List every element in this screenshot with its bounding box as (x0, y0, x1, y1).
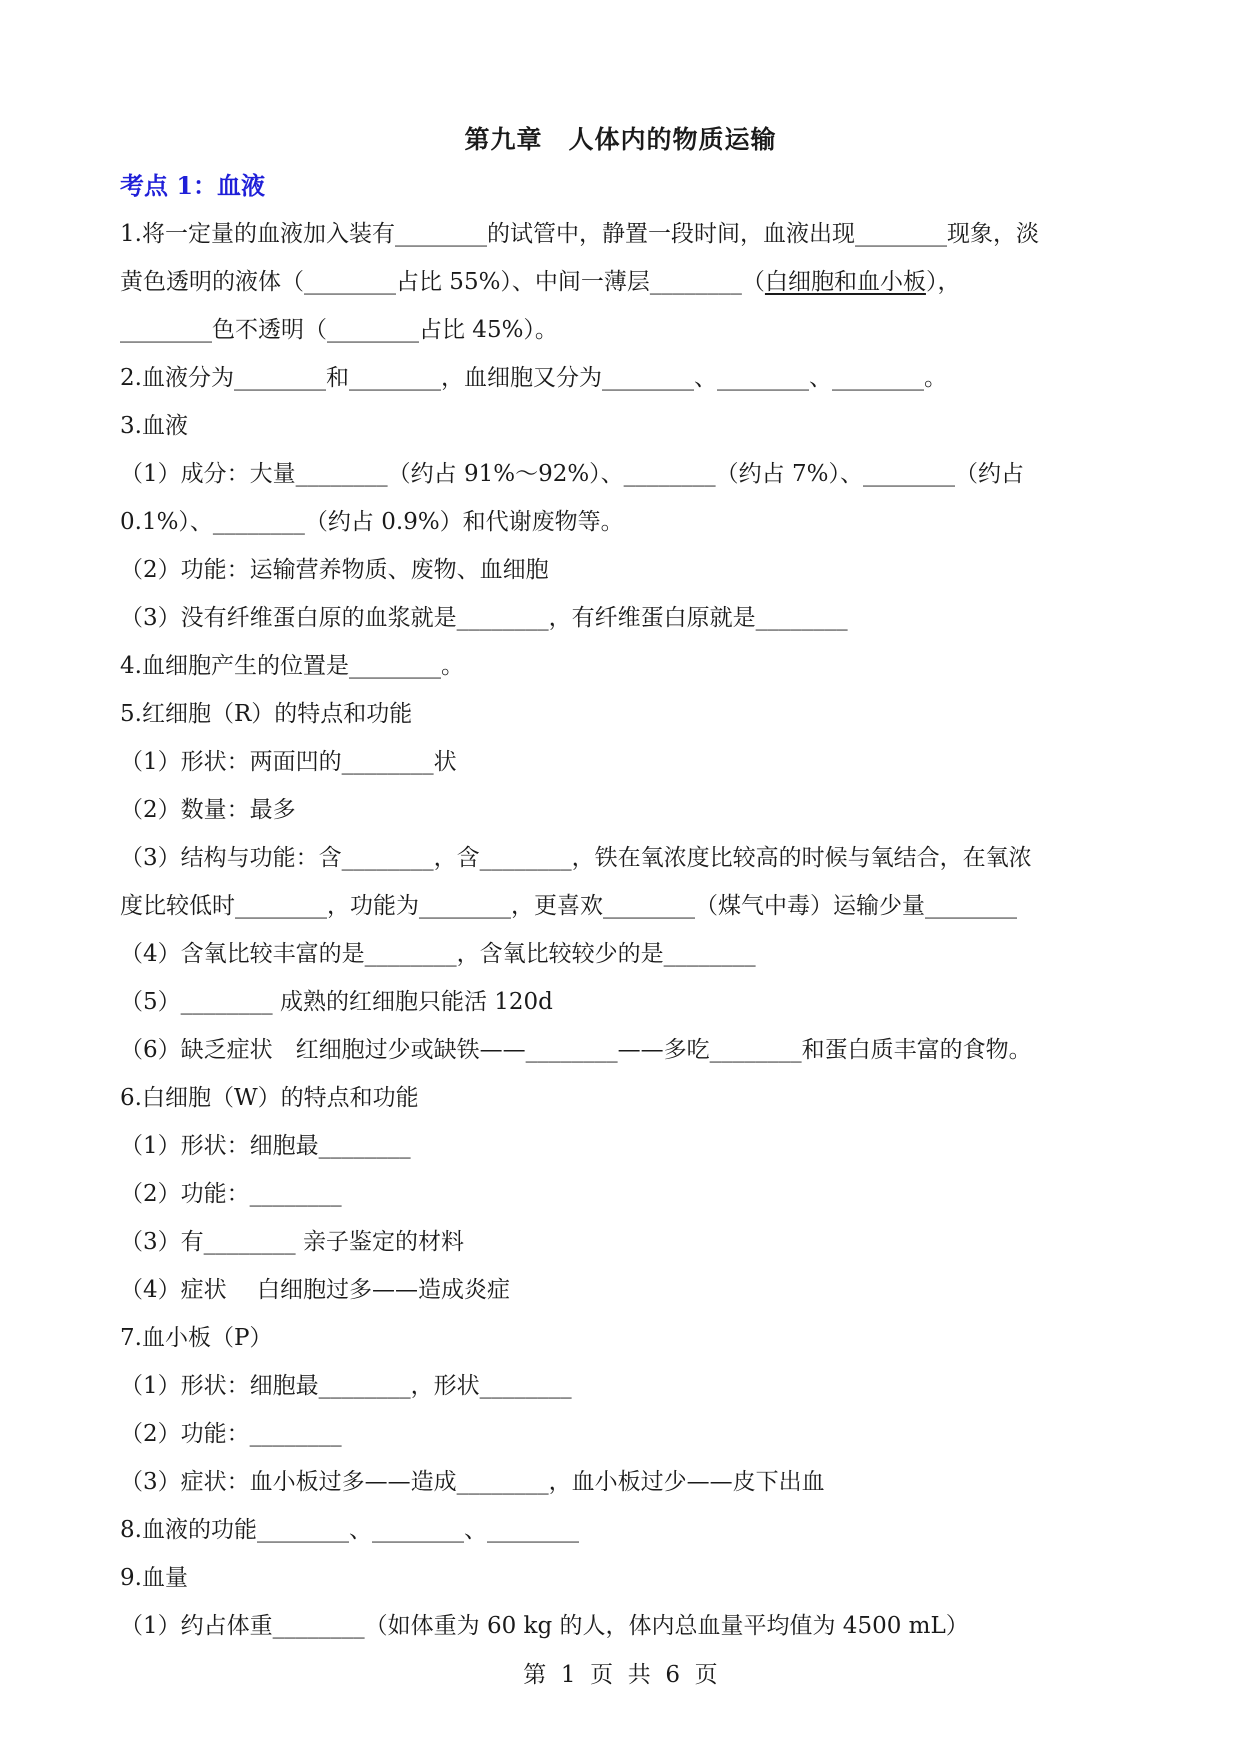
text-line: 9.血量 (120, 1565, 188, 1591)
text-line: （1）形状：细胞最________，形状________ (120, 1373, 572, 1399)
text-line: （6）缺乏症状 红细胞过少或缺铁——________——多吃________和蛋白质丰富的食物。 (120, 1037, 1032, 1063)
text-line: 度比较低时________，功能为________，更喜欢________（煤气中毒）运输少量________ (120, 893, 1017, 919)
text-line: （1）形状：两面凹的________状 (120, 749, 457, 775)
page-title: 第九章 人体内的物质运输 (464, 125, 777, 154)
text-line: （4）含氧比较丰富的是________，含氧比较较少的是________ (120, 941, 756, 967)
text-line: （1）成分：大量________（约占 91%～92%）、________（约占 7%）、________（约占 (120, 461, 1024, 487)
text-line: （3）症状：血小板过多——造成________，血小板过少——皮下出血 (120, 1469, 825, 1495)
text-line: （1）形状：细胞最________ (120, 1133, 411, 1159)
text-line: （5）________ 成熟的红细胞只能活 120d (120, 989, 553, 1015)
text-line: （2）数量：最多 (120, 797, 296, 823)
text-line: 6.白细胞（W）的特点和功能 (120, 1085, 419, 1111)
text-segment: ）， (925, 269, 961, 295)
document-body (120, 210, 1120, 1650)
text-segment: 黄色透明的液体（________占比 55%）、中间一薄层________（ (120, 269, 765, 295)
text-line: （3）结构与功能：含________，含________，铁在氧浓度比较高的时候与氧结合，在氧浓 (120, 845, 1032, 871)
text-line: 8.血液的功能________、________、________ (120, 1517, 579, 1543)
text-line: （3）没有纤维蛋白原的血浆就是________，有纤维蛋白原就是________ (120, 605, 848, 631)
text-line: 1.将一定量的血液加入装有________的试管中，静置一段时间，血液出现________现象，淡 (120, 221, 1039, 247)
text-line: （4）症状 白细胞过多——造成炎症 (120, 1277, 510, 1303)
text-line: 7.血小板（P） (120, 1325, 273, 1351)
text-line: （2）功能：________ (120, 1181, 342, 1207)
text-line: 0.1%）、________（约占 0.9%）和代谢废物等。 (120, 509, 624, 535)
text-line: （1）约占体重________（如体重为 60 kg 的人，体内总血量平均值为 4500 mL） (120, 1613, 969, 1639)
text-line: （3）有________ 亲子鉴定的材料 (120, 1229, 464, 1255)
underlined-text: 白细胞和血小板 (764, 269, 926, 295)
section-heading: 考点 1：血液 (120, 171, 266, 200)
text-line: （2）功能：________ (120, 1421, 342, 1447)
text-line: 2.血液分为________和________，血细胞又分为________、________、________。 (120, 365, 947, 391)
text-line: 3.血液 (120, 413, 188, 439)
text-line: ________色不透明（________占比 45%）。 (120, 317, 558, 343)
page-footer: 第 1 页 共 6 页 (523, 1662, 718, 1688)
text-line: 4.血细胞产生的位置是________。 (120, 653, 464, 679)
text-line: （2）功能：运输营养物质、废物、血细胞 (120, 557, 549, 583)
text-line (120, 258, 1120, 306)
text-line: 5.红细胞（R）的特点和功能 (120, 701, 413, 727)
